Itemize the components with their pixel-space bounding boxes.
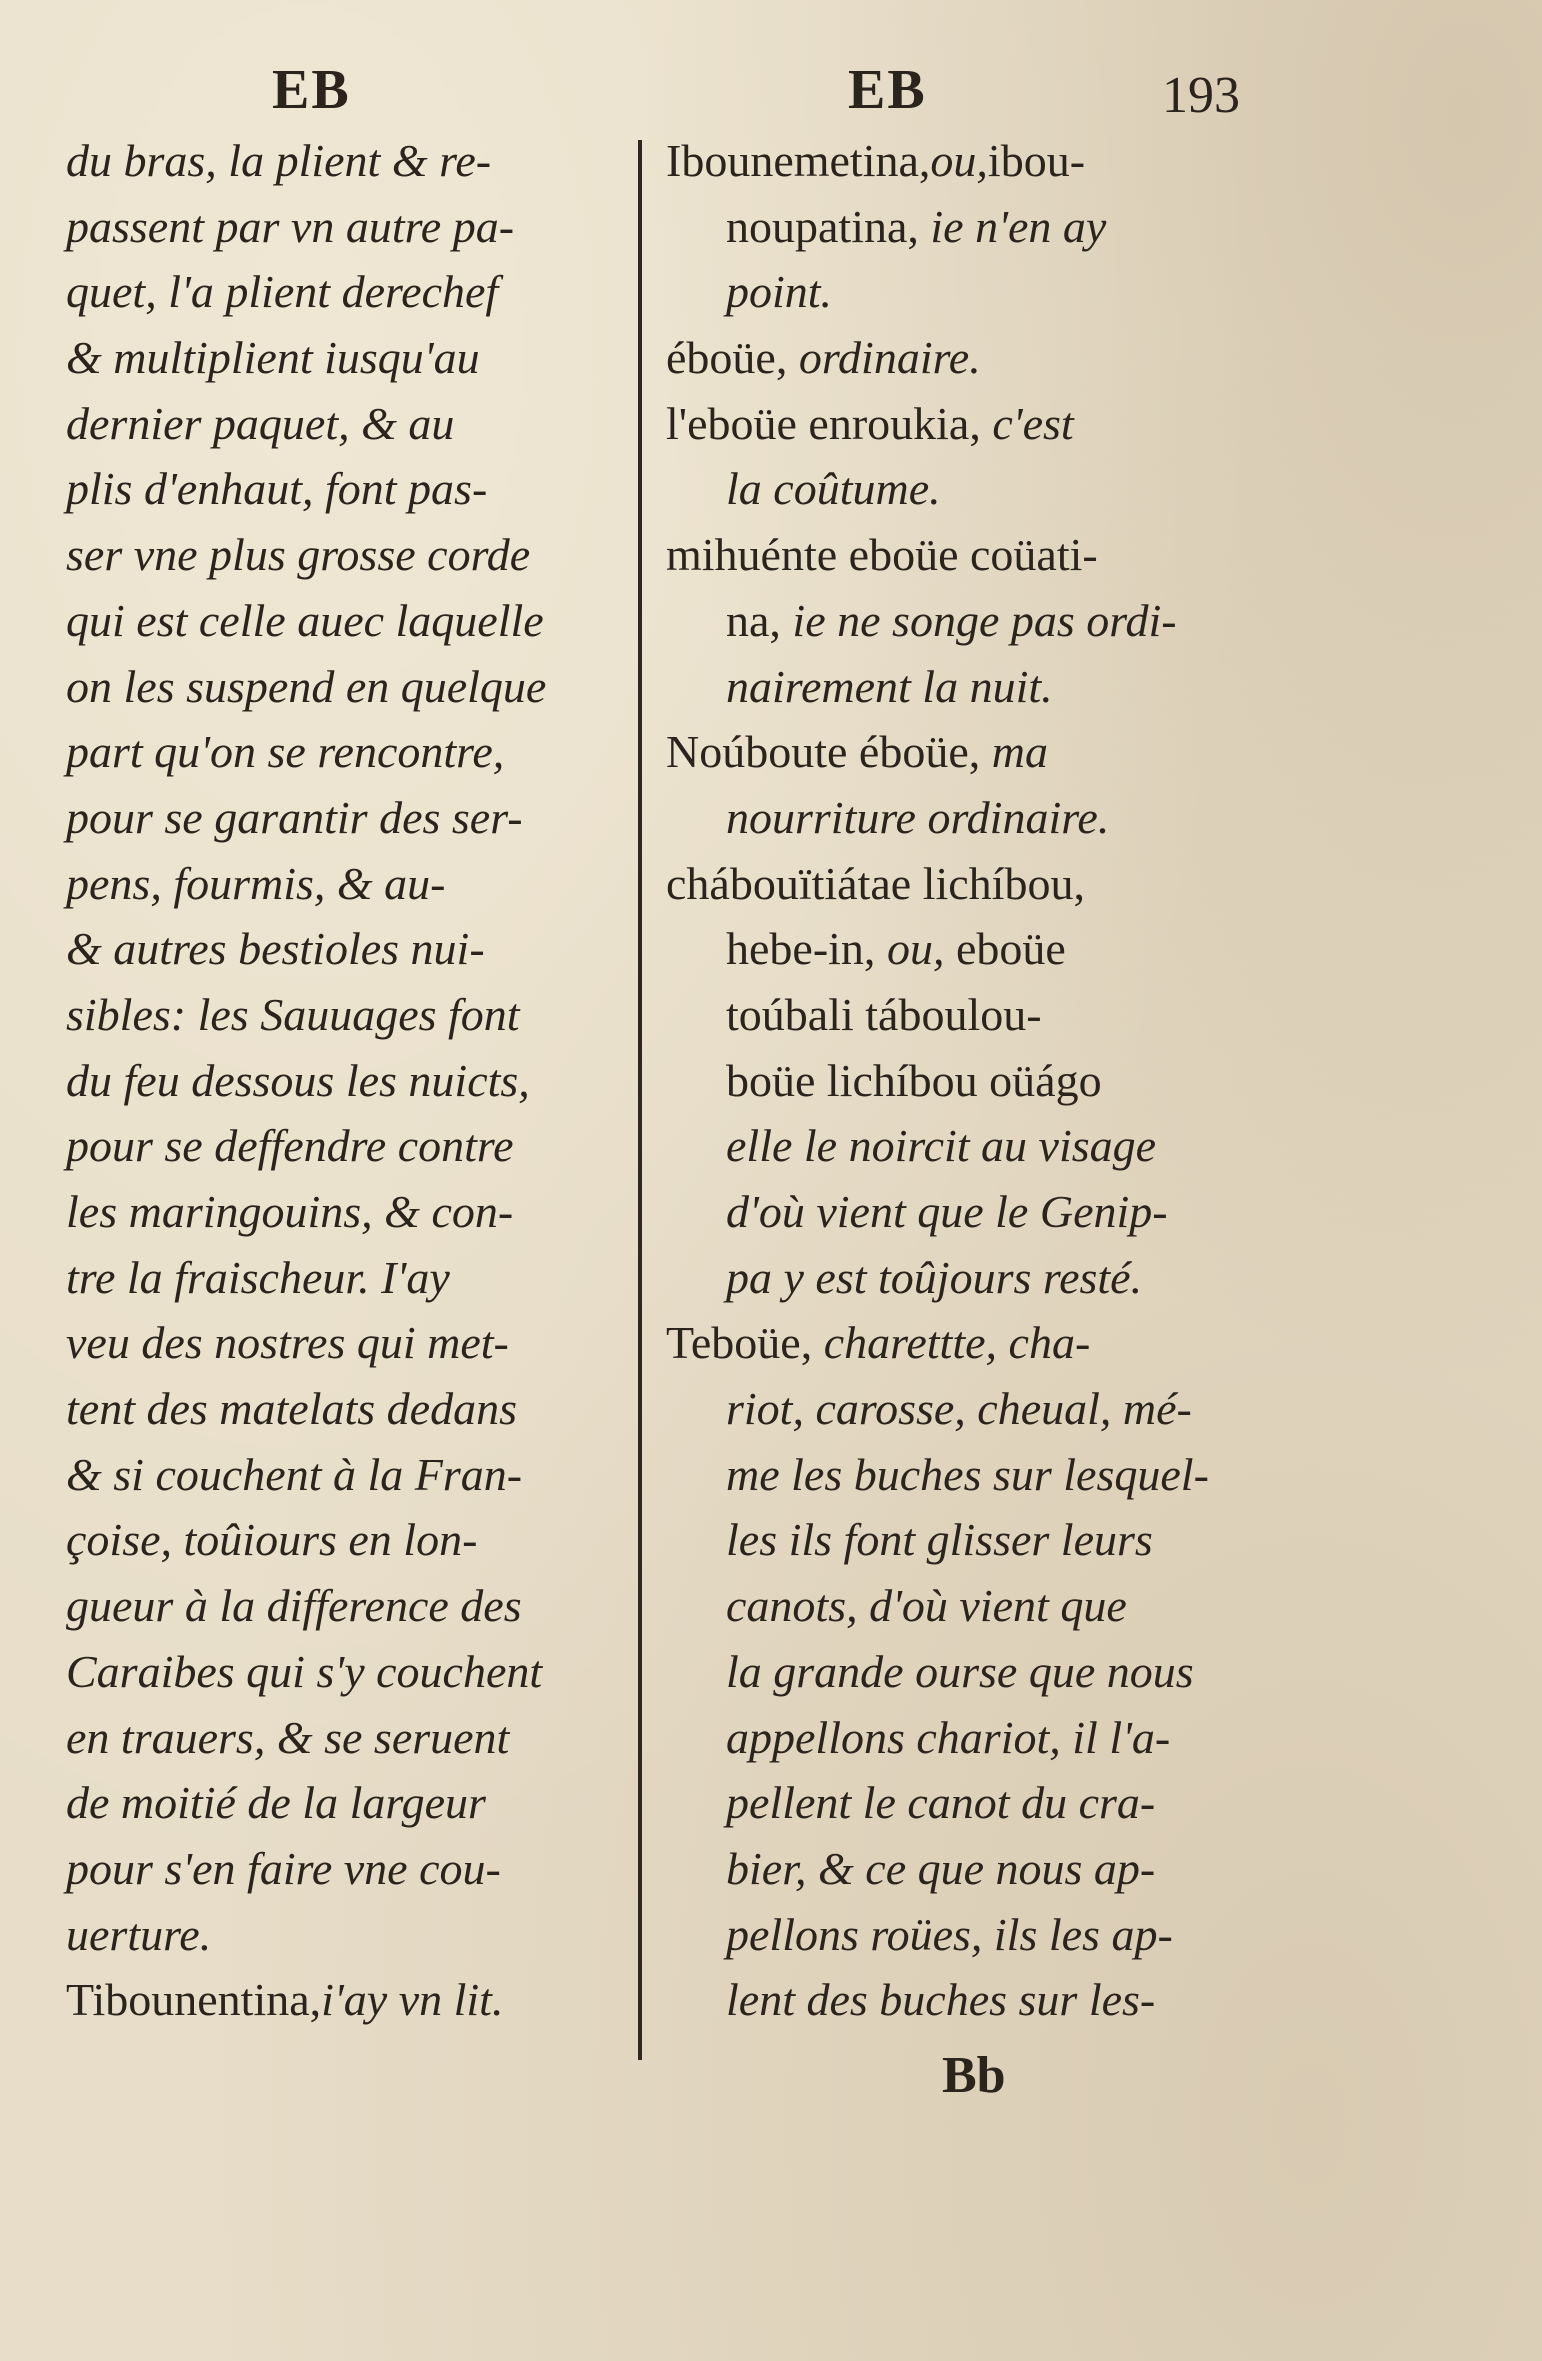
text-run: Teboüe,: [666, 1317, 824, 1369]
running-head-right: EB: [848, 59, 927, 121]
text-run: la grande ourse que nous: [726, 1645, 1194, 1697]
left-column: [66, 128, 626, 2033]
left-column-line: & multiplient iusqu'au: [66, 332, 480, 384]
right-column-line: [666, 1573, 1266, 1639]
right-column-line: [666, 588, 1266, 654]
text-run: me les buches sur lesquel-: [726, 1448, 1209, 1500]
right-column-line: [666, 1179, 1266, 1245]
text-run: Noúboute éboüe,: [666, 726, 992, 778]
left-column-line: tent des matelats dedans: [66, 1383, 517, 1435]
text-run: i'ay vn lit.: [321, 1974, 504, 2026]
text-run: na,: [726, 594, 793, 646]
text-run: d'où vient que le Genip-: [726, 1186, 1168, 1237]
text-run: pellent le canot du cra-: [726, 1777, 1156, 1829]
text-run: elle le noircit au visage: [726, 1120, 1157, 1172]
left-column-line: en trauers, & se seruent: [66, 1711, 510, 1763]
right-column-line: [666, 1705, 1266, 1771]
left-column-line: veu des nostres qui met-: [66, 1317, 509, 1369]
text-run: point.: [726, 266, 833, 318]
text-run: hebe-in,: [726, 923, 887, 975]
text-run: mihuénte eboüe coüati-: [666, 529, 1098, 581]
left-column-line: qui est celle auec laquelle: [66, 594, 544, 646]
text-run: bier, & ce que nous ap-: [726, 1842, 1156, 1894]
left-column-line: on les suspend en quelque: [66, 660, 547, 712]
text-run: ordinaire.: [798, 332, 981, 384]
text-run: lent des buches sur les-: [726, 1974, 1156, 2026]
right-column-line: [666, 1442, 1266, 1508]
right-column-line: [666, 785, 1266, 851]
left-column-line: gueur à la difference des: [66, 1580, 522, 1632]
right-column-line: [666, 1770, 1266, 1836]
left-column-line: quet, l'a plient derechef: [66, 266, 499, 318]
right-column-line: [666, 1113, 1266, 1179]
text-run: chábouïtiátae lichíbou,: [666, 857, 1085, 909]
right-column-line: [666, 1310, 1266, 1376]
left-column-line: tre la fraischeur. I'ay: [66, 1251, 450, 1303]
right-column-line: [666, 391, 1266, 457]
right-column-line: [666, 916, 1266, 982]
running-head-left: EB: [272, 59, 351, 121]
text-run: canots, d'où vient que: [726, 1580, 1127, 1632]
text-run: nourriture ordinaire.: [726, 791, 1110, 843]
right-column-line: [666, 654, 1266, 720]
text-run: pa y est toûjours resté.: [726, 1251, 1143, 1303]
right-column-line: [666, 456, 1266, 522]
right-column-line: [666, 719, 1266, 785]
text-run: eboüe: [944, 923, 1066, 975]
text-run: noupatina,: [726, 200, 931, 252]
right-column-line: [666, 1507, 1266, 1573]
right-column-line: [666, 1048, 1266, 1114]
right-column-line: [666, 194, 1266, 260]
column-divider: [638, 140, 642, 2060]
left-column-line: les maringouins, & con-: [66, 1186, 514, 1237]
text-run: ibou-: [987, 135, 1086, 186]
left-column-line: & autres bestioles nui-: [66, 923, 485, 975]
right-column-line: [666, 325, 1266, 391]
text-run: ou,: [930, 135, 988, 186]
text-run: nairement la nuit.: [726, 660, 1053, 712]
left-column-line: du feu dessous les nuicts,: [66, 1054, 530, 1106]
right-column-line: [666, 982, 1266, 1048]
left-column-line: pour se garantir des ser-: [66, 791, 523, 843]
text-run: toúbali táboulou-: [726, 988, 1042, 1040]
text-run: ie n'en ay: [930, 200, 1107, 252]
right-column-line: [666, 1902, 1266, 1968]
left-column-line: & si couchent à la Fran-: [66, 1448, 523, 1500]
text-run: charettte, cha-: [823, 1317, 1091, 1369]
text-run: riot, carosse, cheual, mé-: [726, 1383, 1192, 1435]
left-column-line: [66, 1967, 626, 2033]
left-column-line: pens, fourmis, & au-: [66, 857, 446, 909]
left-column-line: pour se deffendre contre: [66, 1120, 514, 1172]
right-column-line: [666, 1836, 1266, 1902]
left-column-line: Caraibes qui s'y couchent: [66, 1645, 543, 1697]
left-column-line: de moitié de la largeur: [66, 1777, 486, 1829]
text-run: l'eboüe enroukia,: [666, 397, 993, 449]
right-column-line: [666, 851, 1266, 917]
text-run: appellons chariot, il l'a-: [726, 1711, 1171, 1763]
text-run: Tibounentina,: [66, 1974, 322, 2026]
left-column-line: pour s'en faire vne cou-: [66, 1842, 501, 1894]
right-column-line: [666, 259, 1266, 325]
right-column-line: [666, 1245, 1266, 1311]
text-run: boüe lichíbou oüágo: [726, 1054, 1102, 1106]
left-column-line: sibles: les Sauuages font: [66, 988, 520, 1040]
text-run: ma: [991, 726, 1048, 778]
right-column-line: [666, 128, 1266, 194]
right-column-line: [666, 1967, 1266, 2033]
right-column-line: [666, 522, 1266, 588]
text-run: pellons roües, ils les ap-: [726, 1908, 1173, 1960]
right-column: [666, 128, 1266, 2033]
signature-mark: Bb: [942, 2047, 1006, 2104]
text-run: ie ne songe pas ordi-: [792, 594, 1177, 646]
left-column-line: ser vne plus grosse corde: [66, 529, 531, 581]
left-column-line: uerture.: [66, 1908, 212, 1960]
left-column-line: dernier paquet, & au: [66, 397, 455, 449]
right-column-line: [666, 1639, 1266, 1705]
text-run: éboüe,: [666, 332, 799, 384]
right-column-line: [666, 1376, 1266, 1442]
left-column-line: du bras, la plient & re-: [66, 135, 492, 186]
text-run: c'est: [992, 397, 1074, 449]
left-column-line: çoise, toûiours en lon-: [66, 1514, 478, 1566]
text-run: ou,: [886, 923, 945, 975]
left-column-line: part qu'on se rencontre,: [66, 726, 505, 778]
left-column-line: plis d'enhaut, font pas-: [66, 463, 488, 515]
text-run: les ils font glisser leurs: [726, 1514, 1153, 1566]
text-run: Ibounemetina,: [666, 135, 931, 186]
page-number: 193: [1162, 67, 1240, 124]
left-column-line: passent par vn autre pa-: [66, 200, 515, 252]
text-run: la coûtume.: [726, 463, 941, 515]
